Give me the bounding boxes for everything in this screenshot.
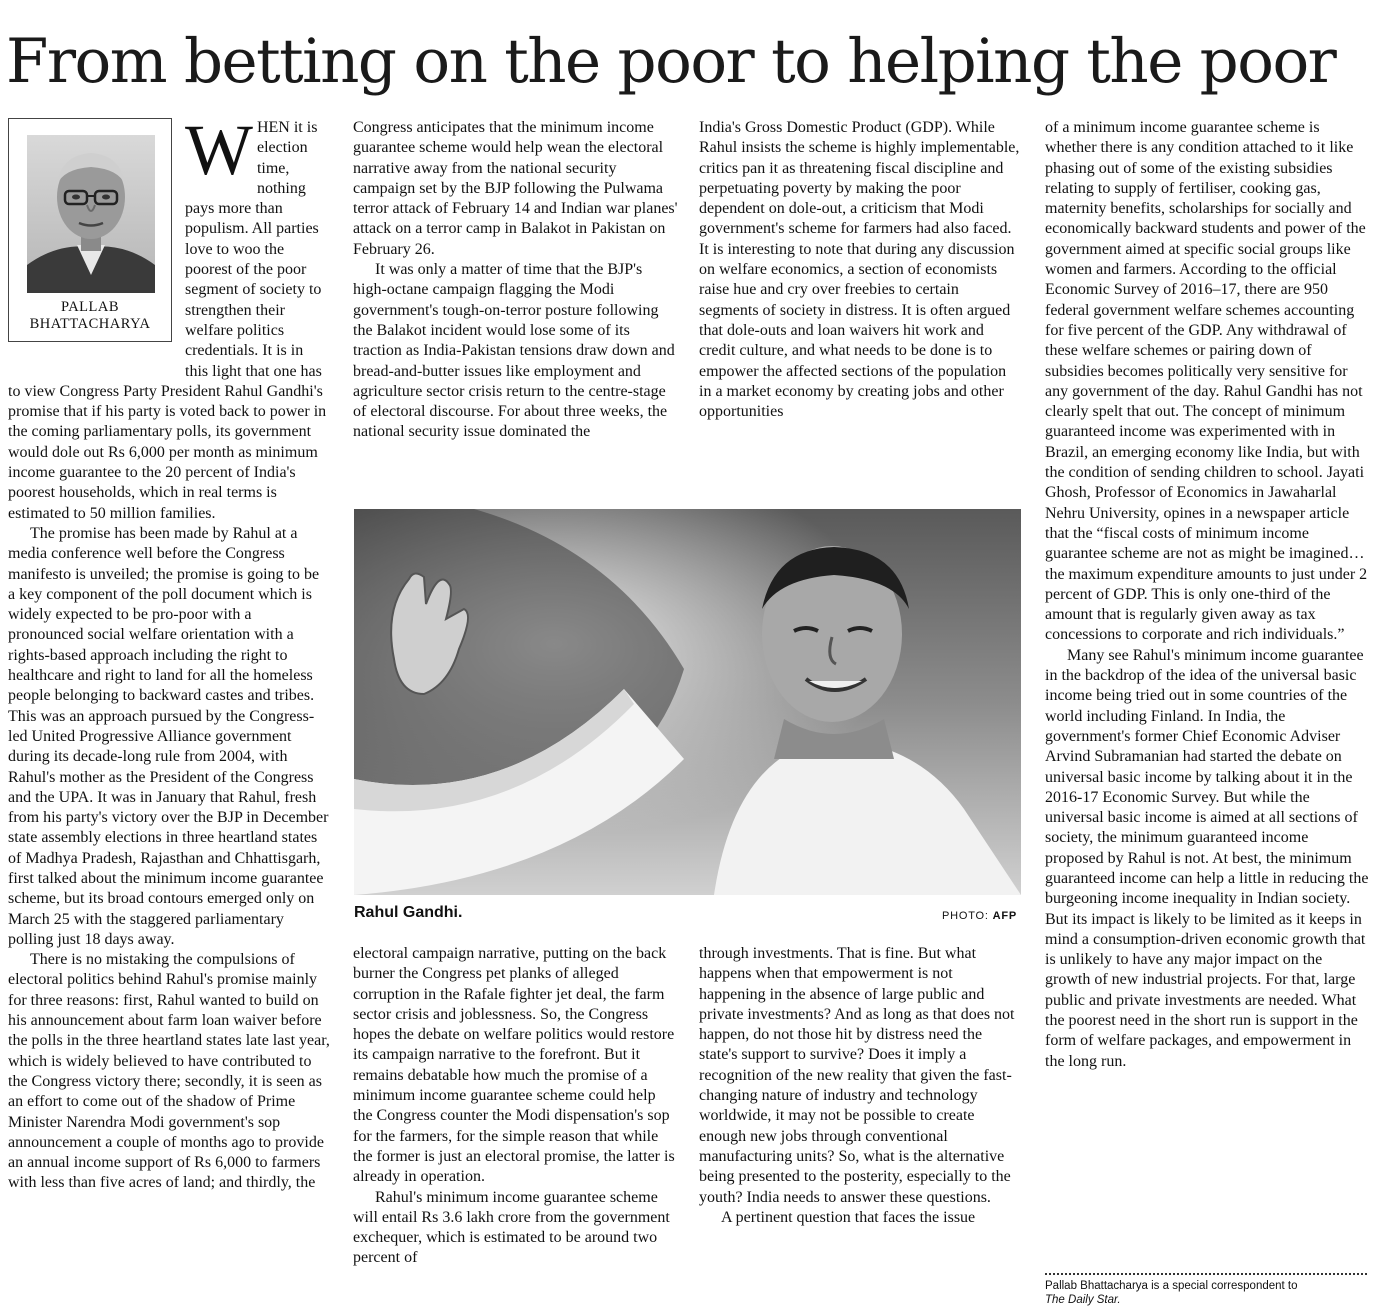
author-name [9,299,171,333]
article-column-4 [1045,118,1370,1072]
photo-credit [942,910,1017,922]
article-paragraph: through investments. That is fine. But what happens when that empowerment is not happening in the absence of large public and private investments? And as long as that does not happen, do not those hit by distress need the state's support to survive? Does it imply a recognition of the new reality that given the fast-changing nature of industry and technology worldwide, it may not be possible to create enough new jobs through conventional manufacturing units? So, what is the alternative being presented to the posterity, especially to the youth? India needs to answer these questions. [699,945,1015,1206]
article-paragraph: of a minimum income guarantee scheme is whether there is any condition attached to it like phasing out of some of the existing subsidies relating to supply of fertiliser, cooking gas, maternity benefits, scholarships for socially and economically backward students and power of the government aimed at specific social groups like women and farmers. According to the official Economic Survey of 2016–17, there are 950 federal government welfare schemes accounting for five percent of the GDP. Any withdrawal of these welfare schemes or pairing down of subsidies becomes politically very sensitive for any government of the day. Rahul Gandhi has not clearly spelt that out. The concept of minimum guaranteed income was experimented with in Brazil, an emerging economy like India, but with the condition of sending children to school. Jayati Ghosh, Professor of Economics in Jawaharlal Nehru University, opines in a newspaper article that the “fiscal costs of minimum income guarantee scheme are not as might be imagined… the maximum expenditure amounts to just under 2 percent of GDP. This is only one-third of the amount that is regularly given away as tax concessions to corporate and rich individuals.” [1045,119,1368,644]
article-paragraph: The promise has been made by Rahul at a media conference well before the Congress manifesto is unveiled; the promise is going to be a key component of the poll document which is widely expected to be pro-poor with a pronounced social welfare orientation with a rights-based approach including the right to healthcare and right to land for all the homeless people belonging to backward castes and tribes. This was an approach pursued by the Congress-led United Progressive Alliance government during its decade-long rule from 2004, with Rahul's mother as the President of the Congress and the UPA. It was in January that Rahul, fresh from his party's victory over the BJP in December state assembly elections in three heartland states of Madhya Pradesh, Rajasthan and Chhattisgarh, first talked about the minimum income guarantee scheme, but its broad contours emerged only on March 25 with the staggered parliamentary polling just 18 days away. [8,524,329,948]
article-paragraph: India's Gross Domestic Product (GDP). While Rahul insists the scheme is highly implementable, critics pan it as threatening fiscal discipline and perpetuating poverty by making the poor dependent on dole-out, a criticism that Modi government's scheme for farmers had also faced. It is interesting to note that during any discussion on welfare economics, a section of economists raise hue and cry over freebies to certain segments of society in distress. It is often argued that dole-outs and loan waivers hit work and credit culture, and what needs to be done is to empower the affected sections of the population in a market economy by creating jobs and other opportunities [699,119,1020,421]
author-note-text: Pallab Bhattacharya is a special correspondent to [1045,1280,1298,1292]
drop-cap: W [185,110,253,190]
author-note-publication: The Daily Star. [1045,1294,1121,1306]
dotted-divider [1045,1273,1367,1275]
article-paragraph: There is no mistaking the compulsions of electoral politics behind Rahul's promise mainly for three reasons: first, Rahul wanted to build on his announcement about farm loan waiver before the polls in the three heartland states late last year, which is widely believed to have contributed to the Congress victory there; secondly, it is seen as an effort to come out of the shadow of Prime Minister Narendra Modi government's sop announcement a couple of months ago to provide an annual income support of Rs 6,000 to farmers with less than five acres of land; and thirdly, the [8,951,330,1192]
article-paragraph: Many see Rahul's minimum income guarantee in the backdrop of the idea of the universal basic income being tried out in some countries of the world including Finland. In India, the government's former Chief Economic Adviser Arvind Subramanian had started the debate on universal basic income by talking about it in the 2016-17 Economic Survey. But while the universal basic income is aimed at all sections of society, the minimum guaranteed income proposed by Rahul is not. At best, the minimum guaranteed income can help a little in reducing the burgeoning income inequality in Indian society. But its impact is likely to be limited as it keeps in mind a consumption-driven economic growth that is unlikely to have any major impact on the growth of new industrial projects. For that, large public and private investments are needed. What the poorest need in the short run is support in the form of welfare packages, and empowerment in the long run. [1045,646,1369,1070]
article-paragraph: It was only a matter of time that the BJP's high-octane campaign flagging the Modi government's tough-on-terror posture following the Balakot incident would lose some of its traction as India-Pakistan tensions draw down and bread-and-butter issues like employment and agriculture sector crisis return to the centre-stage of electoral discourse. For about three weeks, the national security issue dominated the [353,261,675,441]
author-photo [27,135,155,293]
author-name-line2: BHATTACHARYA [29,316,151,332]
author-note [1045,1279,1370,1307]
credit-source: AFP [992,910,1018,922]
news-photo [354,509,1021,895]
credit-label: PHOTO: [942,910,989,922]
article-paragraph: electoral campaign narrative, putting on the back burner the Congress pet planks of alleged corruption in the Rafale fighter jet deal, the farm sector crisis and joblessness. So, the Congress hopes the debate on welfare politics would restore its campaign narrative to the forefront. But it remains debatable how much the promise of a minimum income guarantee scheme could help the Congress counter the Modi dispensation's sop for the farmers, for the simple reason that while the former is just an electoral promise, the latter is already in operation. [353,945,675,1186]
article-paragraph: Rahul's minimum income guarantee scheme will entail Rs 3.6 lakh crore from the government exchequer, which is estimated to be around two percent of [353,1188,670,1267]
author-name-line1: PALLAB [60,299,120,315]
paragraph-text: HEN it is election time, nothing pays more than populism. All parties love to woo the poorest of the poor segment of society to strengthen their welfare politics credentials. It is in this light that one has to view Congress Party President Rahul Gandhi's promise that if his party is voted back to power in the coming parliamentary polls, its government would dole out Rs 6,000 per month as minimum income guarantee to the 20 percent of India's poorest households, which in real terms is estimated to 50 million families. [8,119,327,522]
article-paragraph: Congress anticipates that the minimum income guarantee scheme would help wean the electoral narrative away from the national security campaign set by the BJP following the Pulwama terror attack of February 14 and Indian war planes' attack on a terror camp in Balakot in Pakistan on February 26. [353,119,678,258]
headline: From betting on the poor to helping the poor [6,26,1336,97]
article-paragraph: A pertinent question that faces the issue [721,1208,976,1226]
byline-box [8,118,172,342]
article-column-2-top [353,118,678,443]
article-column-3-bottom [699,944,1021,1228]
article-column-2-bottom [353,944,678,1269]
article-column-3-top [699,118,1021,422]
photo-caption: Rahul Gandhi. [354,904,463,921]
